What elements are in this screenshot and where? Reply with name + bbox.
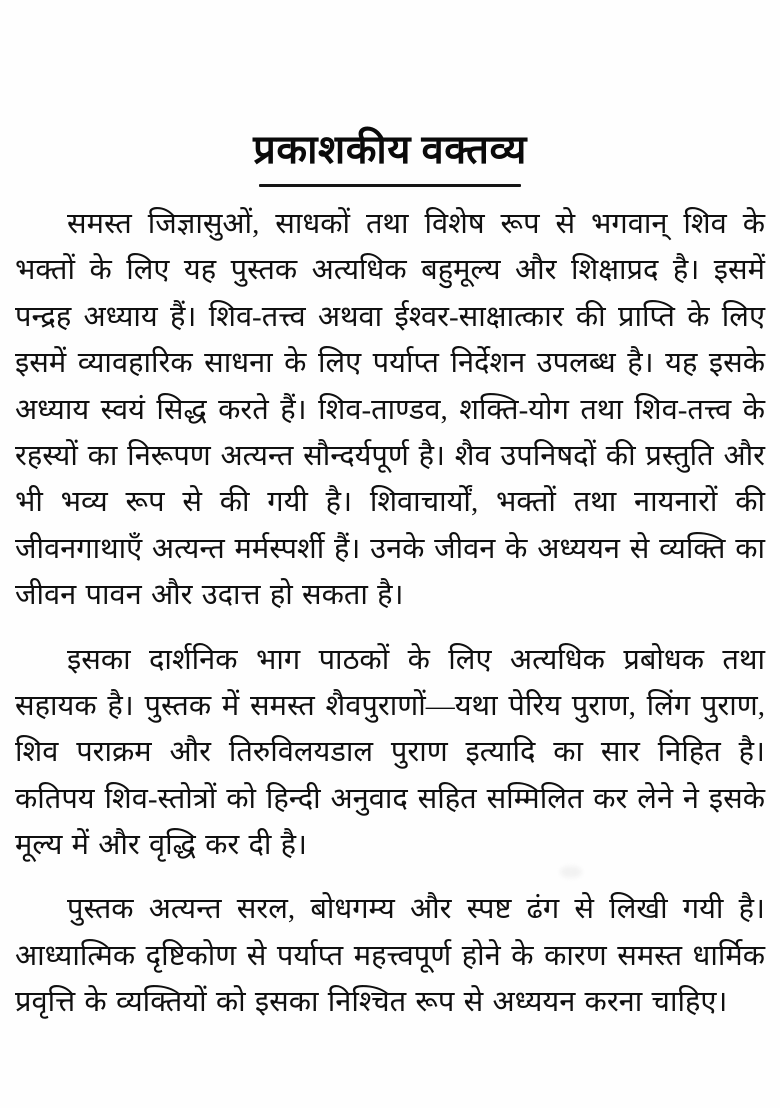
scan-smudge bbox=[560, 866, 582, 878]
body-text bbox=[15, 201, 765, 1026]
paragraph-3: पुस्तक अत्यन्त सरल, बोधगम्य और स्पष्ट ढंग से लिखी गयी है। आध्यात्मिक दृष्टिकोण से पर्याप्त महत्त्वपूर्ण होने के कारण समस्त धार्मिक प्रवृत्ति के व्यक्तियों को इसका निश्चित रूप से अध्ययन करना चाहिए। bbox=[15, 893, 765, 1019]
title-block bbox=[15, 128, 765, 187]
page-title: प्रकाशकीय वक्तव्य bbox=[253, 127, 527, 172]
paragraph-2: इसका दार्शनिक भाग पाठकों के लिए अत्यधिक प्रबोधक तथा सहायक है। पुस्तक में समस्त शैवपुराणों—यथा पेरिय पुराण, लिंग पुराण, शिव पराक्रम और तिरुविलयडाल पुराण इत्यादि का सार निहित है। कतिपय शिव-स्तोत्रों को हिन्दी अनुवाद सहित सम्मिलित कर लेने ने इसके मूल्य में और वृद्धि कर दी है। bbox=[15, 643, 765, 862]
title-underline bbox=[259, 184, 521, 187]
paragraph-1: समस्त जिज्ञासुओं, साधकों तथा विशेष रूप से भगवान् शिव के भक्तों के लिए यह पुस्तक अत्यधिक बहुमूल्य और शिक्षाप्रद है। इसमें पन्द्रह अध्याय हैं। शिव-तत्त्व अथवा ईश्वर-साक्षात्कार की प्राप्ति के लिए इसमें व्यावहारिक साधना के लिए पर्याप्त निर्देशन उपलब्ध है। यह इसके अध्याय स्वयं सिद्ध करते हैं। शिव-ताण्डव, शक्ति-योग तथा शिव-तत्त्व के रहस्यों का निरूपण अत्यन्त सौन्दर्यपूर्ण है। शैव उपनिषदों की प्रस्तुति और भी भव्य रूप से की गयी है। शिवाचार्यों, भक्तों तथा नायनारों की जीवनगाथाएँ अत्यन्त मर्मस्पर्शी हैं। उनके जीवन के अध्ययन से व्यक्ति का जीवन पावन और उदात्त हो सकता है। bbox=[15, 208, 765, 612]
